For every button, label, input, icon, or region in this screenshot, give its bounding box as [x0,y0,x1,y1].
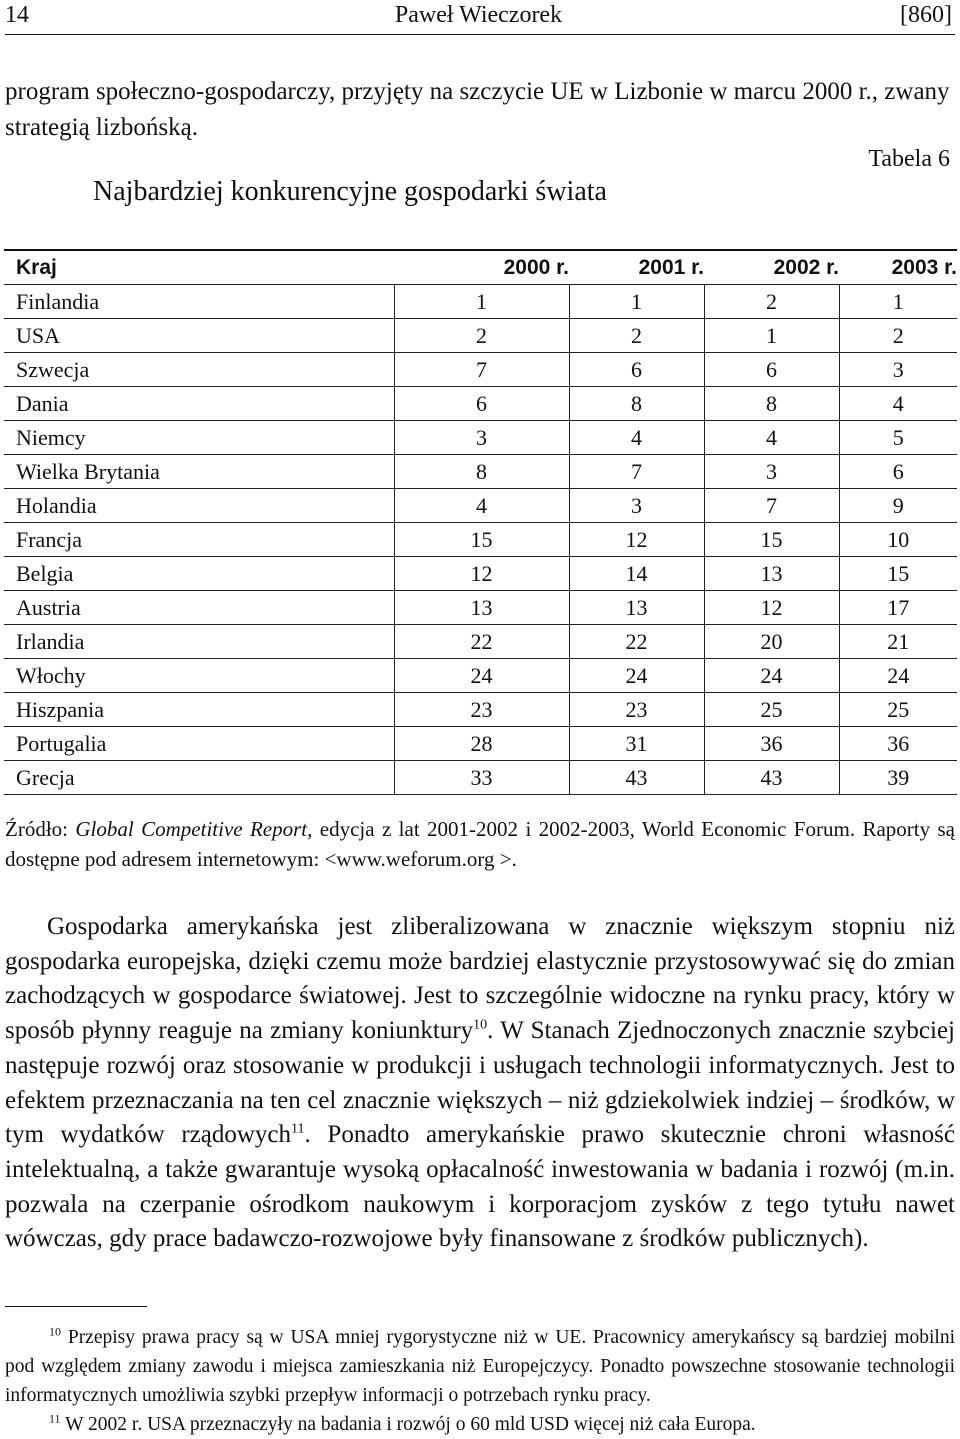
table-row [4,387,957,421]
column-header: 2002 r. [704,250,839,285]
rank-cell: 24 [704,659,839,693]
rank-cell: 24 [394,659,569,693]
body-text [5,910,955,1257]
footnote-ref[interactable]: 11 [291,1121,305,1137]
rank-cell: 5 [839,421,957,455]
rank-cell: 13 [704,557,839,591]
country-cell: Hiszpania [4,693,394,727]
rank-cell: 4 [569,421,704,455]
country-cell: Finlandia [4,285,394,319]
rank-cell: 12 [704,591,839,625]
footnote-text: Przepisy prawa pracy są w USA mniej rygorystyczne niż w UE. Pracownicy amerykańscy są bardziej mobilni pod względem zmiany zawodu i miejsca zamieszkania niż Europejczycy. Ponadto powszechne stosowanie technologii informatycznych umożliwia szybki przepływ informacji o potrzebach rynku pracy. [5,1327,955,1406]
country-cell: Wielka Brytania [4,455,394,489]
table-row [4,693,957,727]
rank-cell: 15 [704,523,839,557]
rank-cell: 6 [394,387,569,421]
article-code: [860] [900,2,952,28]
rank-cell: 8 [704,387,839,421]
source-report-name: Global Competitive Report, [75,817,313,841]
source-details: edycja z lat 2001-2002 i 2002-2003, World Economic Forum. Raporty są dostępne pod adresem internetowym: <www.weforum.org >. [5,817,955,871]
footnote [5,1410,955,1439]
rank-cell: 7 [704,489,839,523]
intro-paragraph: program społeczno-gospodarczy, przyjęty na szczycie UE w Lizbonie w marcu 2000 r., zwany strategią lizbońską. [5,78,950,141]
rank-cell: 13 [569,591,704,625]
rank-cell: 15 [839,557,957,591]
column-header: Kraj [4,250,394,285]
rank-cell: 14 [569,557,704,591]
footnotes [5,1323,955,1439]
table-body [4,285,957,795]
rank-cell: 33 [394,761,569,795]
body-text-part: . W Stanach Zjednoczonych znacznie szybciej następuje rozwój oraz stosowanie w produkcji i usługach technologii informatycznych. Jest to efektem przeznaczania na ten cel znacznie większych – niż gdziekolwiek indziej – środków, w tym wydatków rządowych [5,1017,955,1149]
rank-cell: 2 [839,319,957,353]
rank-cell: 28 [394,727,569,761]
rank-cell: 39 [839,761,957,795]
country-cell: Belgia [4,557,394,591]
country-cell: USA [4,319,394,353]
table-row [4,455,957,489]
rank-cell: 1 [394,285,569,319]
rank-cell: 3 [839,353,957,387]
rank-cell: 43 [569,761,704,795]
rank-cell: 31 [569,727,704,761]
table-row [4,489,957,523]
table-row [4,523,957,557]
country-cell: Niemcy [4,421,394,455]
table-row [4,319,957,353]
table-title-text: Najbardziej konkurencyjne gospodarki świata [93,176,607,207]
rank-cell: 20 [704,625,839,659]
rank-cell: 25 [839,693,957,727]
column-header: 2000 r. [394,250,569,285]
country-cell: Dania [4,387,394,421]
rank-cell: 2 [569,319,704,353]
country-cell: Austria [4,591,394,625]
rank-cell: 36 [839,727,957,761]
rank-cell: 1 [704,319,839,353]
body-text-part: . Ponadto amerykańskie prawo skutecznie chroni własność intelektualną, a także gwarantuje wysoką opłacalność inwestowania w badania i rozwój (m.in. pozwala na czerpanie ośrodkom naukowym i korporacjom zysków z tego tytułu nawet wówczas, gdy prace badawczo-rozwojowe były finansowane z środków publicznych). [5,1121,955,1253]
competitiveness-table [4,249,957,795]
body-text-part: Gospodarka amerykańska jest zliberalizowana w znacznie większym stopniu niż gospodarka europejska, dzięki czemu może bardziej elastycznie przystosowywać się do zmian zachodzących w gospodarce światowej. Jest to szczególnie widoczne na rynku pracy, który w sposób płynny reaguje na zmiany koniunktury [5,913,955,1045]
rank-cell: 24 [839,659,957,693]
country-cell: Portugalia [4,727,394,761]
running-author: Paweł Wieczorek [394,2,563,28]
table-row [4,659,957,693]
footnote [5,1323,955,1410]
table-source [5,814,955,874]
rank-cell: 7 [569,455,704,489]
footnote-ref[interactable]: 10 [473,1017,488,1033]
rank-cell: 22 [394,625,569,659]
table-title [0,176,960,208]
body-paragraph [5,910,955,1257]
source-prefix: Źródło: [5,817,76,841]
footnote-rule [5,1306,147,1307]
table-row [4,353,957,387]
table-header-row [4,250,957,285]
country-cell: Włochy [4,659,394,693]
table-row [4,625,957,659]
rank-cell: 23 [569,693,704,727]
rank-cell: 1 [839,285,957,319]
column-header: 2003 r. [839,250,957,285]
rank-cell: 4 [704,421,839,455]
table-row [4,591,957,625]
rank-cell: 10 [839,523,957,557]
table-row [4,557,957,591]
rank-cell: 6 [704,353,839,387]
rank-cell: 4 [394,489,569,523]
rank-cell: 24 [569,659,704,693]
rank-cell: 12 [569,523,704,557]
rank-cell: 36 [704,727,839,761]
rank-cell: 6 [839,455,957,489]
country-cell: Irlandia [4,625,394,659]
rank-cell: 2 [704,285,839,319]
table-row [4,285,957,319]
rank-cell: 9 [839,489,957,523]
rank-cell: 13 [394,591,569,625]
country-cell: Grecja [4,761,394,795]
table-row [4,421,957,455]
rank-cell: 17 [839,591,957,625]
running-header [5,0,952,32]
rank-cell: 12 [394,557,569,591]
country-cell: Szwecja [4,353,394,387]
rank-cell: 43 [704,761,839,795]
table-row [4,727,957,761]
rank-cell: 15 [394,523,569,557]
rank-cell: 3 [394,421,569,455]
table-row [4,761,957,795]
rank-cell: 4 [839,387,957,421]
rank-cell: 25 [704,693,839,727]
table-label: Tabela 6 [868,146,950,172]
footnote-number: 11 [49,1411,61,1426]
rank-cell: 2 [394,319,569,353]
country-cell: Holandia [4,489,394,523]
rank-cell: 21 [839,625,957,659]
footnote-number: 10 [49,1324,61,1339]
rank-cell: 3 [704,455,839,489]
column-header: 2001 r. [569,250,704,285]
rank-cell: 8 [394,455,569,489]
header-rule [5,34,955,35]
rank-cell: 7 [394,353,569,387]
rank-cell: 6 [569,353,704,387]
rank-cell: 23 [394,693,569,727]
country-cell: Francja [4,523,394,557]
page-number: 14 [5,2,29,28]
rank-cell: 22 [569,625,704,659]
rank-cell: 8 [569,387,704,421]
rank-cell: 3 [569,489,704,523]
footnote-text: W 2002 r. USA przeznaczyły na badania i rozwój o 60 mld USD więcej niż cała Europa. [65,1414,756,1435]
rank-cell: 1 [569,285,704,319]
